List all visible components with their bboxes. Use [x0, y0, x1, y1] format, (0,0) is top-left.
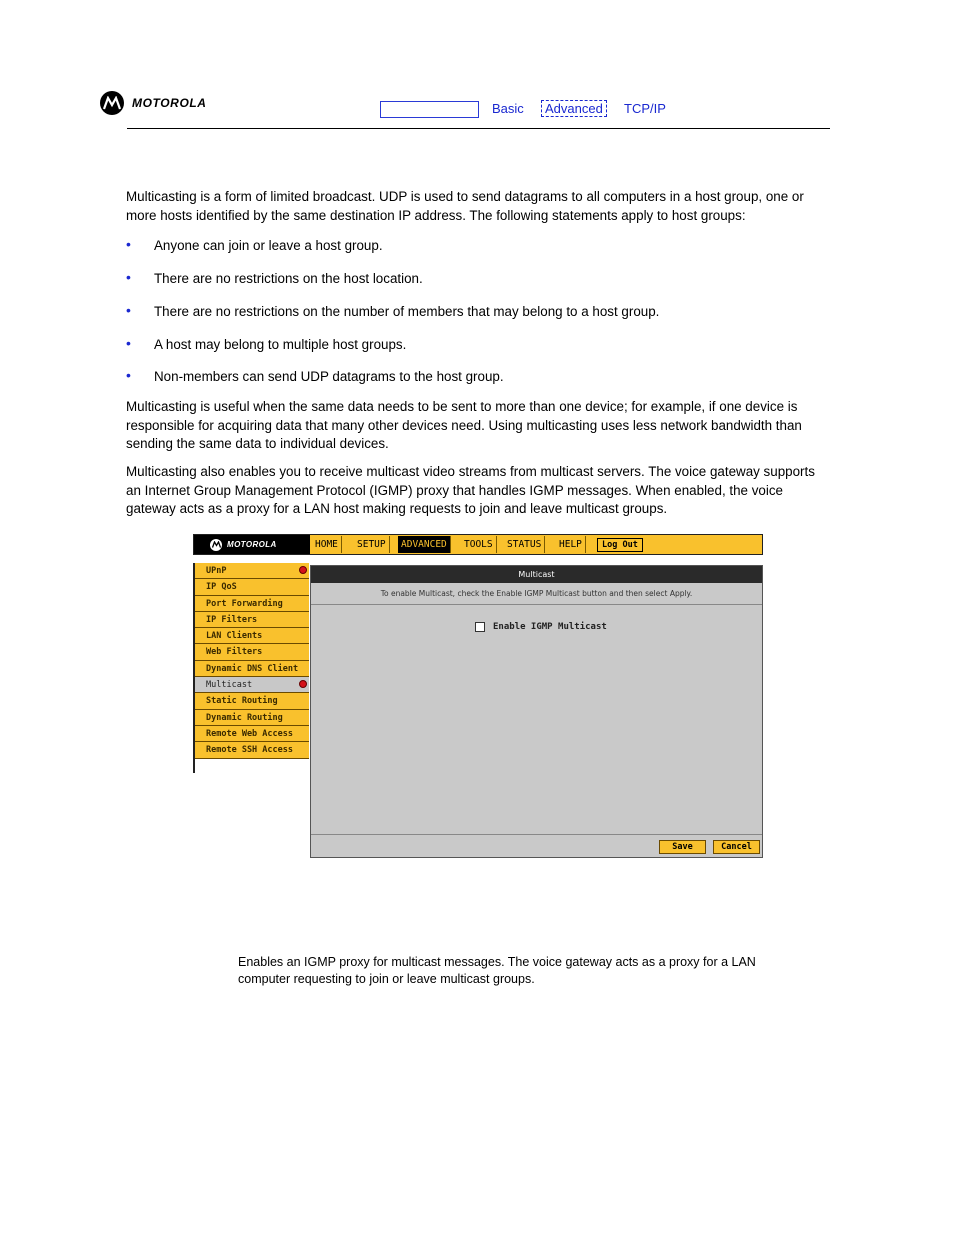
tab-home[interactable]: HOME: [312, 536, 342, 553]
nav-link-advanced[interactable]: Advanced: [541, 100, 607, 117]
sidebar-item-lan-clients[interactable]: LAN Clients: [193, 628, 309, 644]
sidebar-item-ip-qos[interactable]: IP QoS: [193, 579, 309, 595]
sidebar-item-remote-web-access[interactable]: Remote Web Access: [193, 726, 309, 742]
panel-instruction: To enable Multicast, check the Enable IGMP Multicast button and then select Apply.: [311, 584, 762, 605]
router-ui-screenshot: [193, 534, 763, 858]
bullet-icon: •: [126, 236, 131, 252]
multicast-panel: [310, 565, 763, 858]
sidebar-item-ip-filters[interactable]: IP Filters: [193, 612, 309, 628]
router-sidebar: [193, 563, 309, 759]
nav-link-tcpip[interactable]: TCP/IP: [624, 101, 666, 116]
bullet-icon: •: [126, 335, 131, 351]
panel-title: Multicast: [311, 566, 762, 583]
field-description: Enables an IGMP proxy for multicast messages. The voice gateway acts as a proxy for a LAN computer requesting to join or leave multicast groups.: [238, 955, 756, 986]
panel-footer: [311, 834, 762, 857]
cancel-button[interactable]: Cancel: [713, 840, 760, 854]
motorola-emblem-icon: [210, 539, 222, 551]
igmp-paragraph: Multicasting also enables you to receive multicast video streams from multicast servers. The voice gateway supports an Internet Group Management Protocol (IGMP) proxy that handles IGMP messages. When enabled, the voice gateway acts as a proxy for a LAN host making requests to join and leave multicast groups.: [126, 464, 815, 517]
intro-paragraph: Multicasting is a form of limited broadcast. UDP is used to send datagrams to all computers in a host group, one or more hosts identified by the same destination IP address. The following statements apply to host groups:: [126, 189, 804, 223]
tab-setup[interactable]: SETUP: [354, 536, 390, 553]
logout-button[interactable]: Log Out: [597, 538, 643, 552]
sidebar-item-dynamic-dns-client[interactable]: Dynamic DNS Client: [193, 661, 309, 677]
sidebar-item-multicast[interactable]: Multicast: [193, 677, 309, 693]
usefulness-paragraph: Multicasting is useful when the same data needs to be sent to more than one device; for example, if one device is responsible for acquiring data that many other devices need. Using multicasting uses less network bandwidth than sending the same data to individual devices.: [126, 399, 802, 452]
tab-status[interactable]: STATUS: [504, 536, 545, 553]
bullet-icon: •: [126, 269, 131, 285]
sidebar-item-upnp[interactable]: UPnP: [193, 563, 309, 579]
header-divider: [127, 128, 830, 129]
alert-dot-icon: [299, 566, 307, 574]
bullet-icon: •: [126, 302, 131, 318]
enable-igmp-multicast-checkbox[interactable]: [475, 622, 485, 632]
nav-blank-box: [380, 101, 479, 118]
save-button[interactable]: Save: [659, 840, 706, 854]
sidebar-edge: [193, 563, 195, 773]
tab-help[interactable]: HELP: [556, 536, 586, 553]
sidebar-item-port-forwarding[interactable]: Port Forwarding: [193, 596, 309, 612]
alert-dot-icon: [299, 680, 307, 688]
router-brand-name: MOTOROLA: [227, 540, 277, 549]
enable-igmp-multicast-label: Enable IGMP Multicast: [493, 622, 607, 632]
sidebar-item-web-filters[interactable]: Web Filters: [193, 644, 309, 660]
tab-advanced[interactable]: ADVANCED: [398, 536, 451, 553]
sidebar-item-dynamic-routing[interactable]: Dynamic Routing: [193, 710, 309, 726]
router-logo: [194, 535, 310, 554]
brand-name: MOTOROLA: [132, 96, 207, 110]
bullet-icon: •: [126, 367, 131, 383]
sidebar-item-remote-ssh-access[interactable]: Remote SSH Access: [193, 742, 309, 758]
motorola-emblem-icon: [100, 91, 124, 115]
sidebar-item-static-routing[interactable]: Static Routing: [193, 693, 309, 709]
router-top-nav: [193, 534, 763, 555]
tab-tools[interactable]: TOOLS: [461, 536, 497, 553]
enable-igmp-multicast-row[interactable]: [475, 622, 607, 632]
motorola-logo: [100, 90, 207, 116]
nav-link-basic[interactable]: Basic: [492, 101, 524, 116]
